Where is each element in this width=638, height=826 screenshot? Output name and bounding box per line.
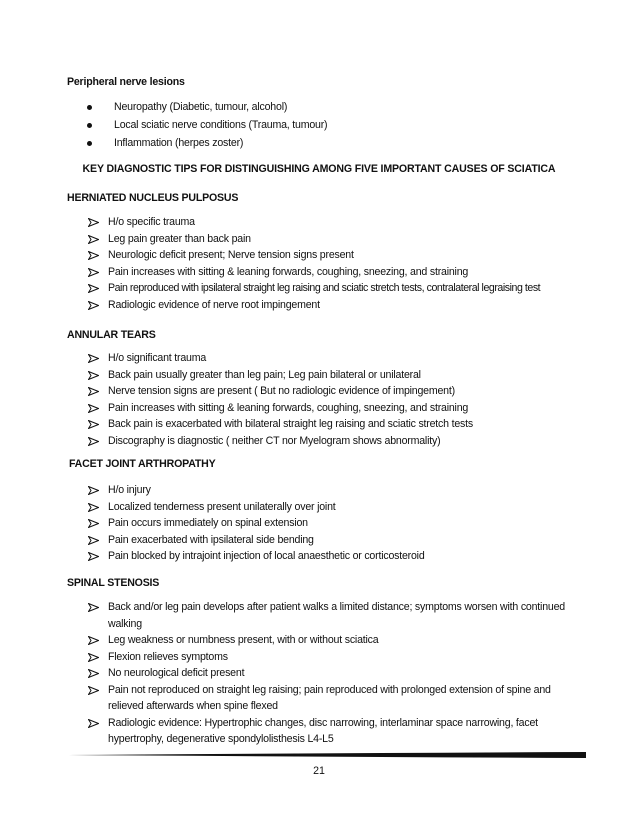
arrow-bullet-icon bbox=[88, 301, 99, 310]
list-item: Back pain is exacerbated with bilateral straight leg raising and sciatic stretch tests bbox=[88, 416, 608, 433]
section-list-facet bbox=[88, 482, 608, 565]
peripheral-title: Peripheral nerve lesions bbox=[67, 76, 185, 88]
list-item: Neuropathy (Diabetic, tumour, alcohol) bbox=[87, 98, 327, 116]
arrow-bullet-icon bbox=[88, 284, 99, 293]
list-item: Pain increases with sitting & leaning forwards, coughing, sneezing, and straining bbox=[88, 264, 608, 281]
list-item: H/o injury bbox=[88, 482, 608, 499]
bullet-icon bbox=[87, 105, 92, 110]
list-item: Leg pain greater than back pain bbox=[88, 231, 608, 248]
list-item: Inflammation (herpes zoster) bbox=[87, 134, 327, 152]
bullet-icon bbox=[87, 141, 92, 146]
arrow-bullet-icon bbox=[88, 404, 99, 413]
arrow-bullet-icon bbox=[88, 268, 99, 277]
list-item: Pain occurs immediately on spinal extension bbox=[88, 515, 608, 532]
peripheral-list bbox=[87, 98, 327, 152]
section-title-annular: ANNULAR TEARS bbox=[67, 329, 156, 341]
arrow-bullet-icon bbox=[88, 636, 99, 645]
section-title-stenosis: SPINAL STENOSIS bbox=[67, 577, 160, 589]
list-item: Pain increases with sitting & leaning forwards, coughing, sneezing, and straining bbox=[88, 400, 608, 417]
list-item: Nerve tension signs are present ( But no radiologic evidence of impingement) bbox=[88, 383, 608, 400]
list-item: H/o specific trauma bbox=[88, 214, 608, 231]
list-item: Flexion relieves symptoms bbox=[88, 649, 583, 666]
page-number: 21 bbox=[313, 765, 325, 777]
section-list-stenosis bbox=[88, 599, 583, 748]
footer-divider bbox=[68, 752, 586, 758]
list-item: Pain not reproduced on straight leg raising; pain reproduced with prolonged extension of spine and relieved afterwards when spine flexed bbox=[88, 682, 583, 715]
arrow-bullet-icon bbox=[88, 519, 99, 528]
list-item: No neurological deficit present bbox=[88, 665, 583, 682]
list-item: Pain reproduced with ipsilateral straight leg raising and sciatic stretch tests, contralateral legraising test bbox=[88, 280, 608, 297]
arrow-bullet-icon bbox=[88, 536, 99, 545]
arrow-bullet-icon bbox=[88, 235, 99, 244]
arrow-bullet-icon bbox=[88, 669, 99, 678]
arrow-bullet-icon bbox=[88, 437, 99, 446]
list-item: H/o significant trauma bbox=[88, 350, 608, 367]
arrow-bullet-icon bbox=[88, 387, 99, 396]
arrow-bullet-icon bbox=[88, 503, 99, 512]
arrow-bullet-icon bbox=[88, 486, 99, 495]
list-item: Pain exacerbated with ipsilateral side bending bbox=[88, 532, 608, 549]
list-item: Leg weakness or numbness present, with or without sciatica bbox=[88, 632, 583, 649]
section-title-facet: FACET JOINT ARTHROPATHY bbox=[69, 458, 216, 470]
list-item: Neurologic deficit present; Nerve tension signs present bbox=[88, 247, 608, 264]
arrow-bullet-icon bbox=[88, 719, 99, 728]
list-item: Pain blocked by intrajoint injection of local anaesthetic or corticosteroid bbox=[88, 548, 608, 565]
arrow-bullet-icon bbox=[88, 552, 99, 561]
list-item: Radiologic evidence of nerve root impingement bbox=[88, 297, 608, 314]
list-item: Radiologic evidence: Hypertrophic changes, disc narrowing, interlaminar space narrowing, facet hypertrophy, degenerative spondylolisthesis L4-L5 bbox=[88, 715, 583, 748]
list-item: Local sciatic nerve conditions (Trauma, tumour) bbox=[87, 116, 327, 134]
list-item: Discography is diagnostic ( neither CT nor Myelogram shows abnormality) bbox=[88, 433, 608, 450]
list-item: Back pain usually greater than leg pain; Leg pain bilateral or unilateral bbox=[88, 367, 608, 384]
arrow-bullet-icon bbox=[88, 251, 99, 260]
arrow-bullet-icon bbox=[88, 218, 99, 227]
list-item: Back and/or leg pain develops after patient walks a limited distance; symptoms worsen with continued walking bbox=[88, 599, 583, 632]
list-item: Localized tenderness present unilaterally over joint bbox=[88, 499, 608, 516]
section-list-annular bbox=[88, 350, 608, 449]
arrow-bullet-icon bbox=[88, 686, 99, 695]
main-title: KEY DIAGNOSTIC TIPS FOR DISTINGUISHING AMONG FIVE IMPORTANT CAUSES OF SCIATICA bbox=[82, 163, 556, 175]
bullet-icon bbox=[87, 123, 92, 128]
section-title-hnp: HERNIATED NUCLEUS PULPOSUS bbox=[67, 192, 239, 204]
arrow-bullet-icon bbox=[88, 603, 99, 612]
section-list-hnp bbox=[88, 214, 608, 313]
arrow-bullet-icon bbox=[88, 371, 99, 380]
arrow-bullet-icon bbox=[88, 420, 99, 429]
arrow-bullet-icon bbox=[88, 354, 99, 363]
arrow-bullet-icon bbox=[88, 653, 99, 662]
